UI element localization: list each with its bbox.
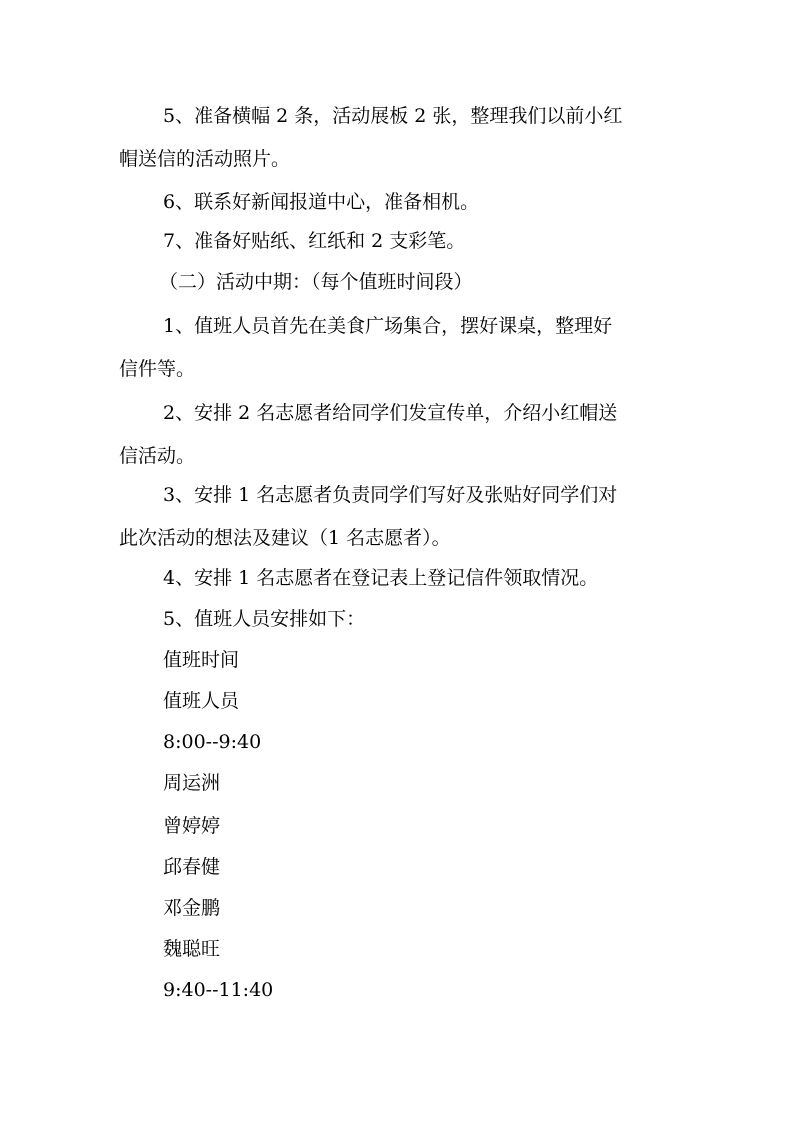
- paragraph-line: 此次活动的想法及建议（1 名志愿者）。: [119, 527, 451, 549]
- schedule-person: [163, 846, 679, 889]
- paragraph-prep-stickers: [163, 220, 679, 263]
- schedule-person: [163, 887, 679, 930]
- paragraph-gather: [119, 305, 679, 391]
- schedule-time-slot: [163, 721, 679, 764]
- section-heading-mid-phase: [159, 261, 719, 304]
- table-cell: 值班人员: [163, 690, 240, 712]
- table-cell: 周运洲: [163, 772, 221, 794]
- paragraph-line: 2、安排 2 名志愿者给同学们发宣传单，介绍小红帽送: [163, 402, 618, 424]
- paragraph-contact-news: [163, 181, 679, 224]
- schedule-time-slot: [163, 969, 679, 1012]
- paragraph-line: 信件等。: [119, 358, 196, 380]
- paragraph-register: [163, 557, 679, 600]
- paragraph-schedule-intro: [163, 598, 679, 641]
- table-cell: 9:40--11:40: [163, 979, 274, 1001]
- table-cell: 魏聪旺: [163, 938, 221, 960]
- paragraph-line: 5、准备横幅 2 条，活动展板 2 张，整理我们以前小红: [163, 105, 623, 127]
- paragraph-flyers: [119, 392, 679, 478]
- paragraph-line: 3、安排 1 名志愿者负责同学们写好及张贴好同学们对: [163, 484, 618, 506]
- schedule-header-time: [163, 639, 679, 682]
- schedule-person: [163, 762, 679, 805]
- paragraph-line: 5、值班人员安排如下：: [163, 608, 366, 630]
- section-heading: （二）活动中期：（每个值班时间段）: [159, 271, 473, 293]
- schedule-person: [163, 805, 679, 848]
- paragraph-prep-banners: [119, 95, 679, 181]
- table-cell: 曾婷婷: [163, 815, 221, 837]
- table-cell: 值班时间: [163, 649, 240, 671]
- table-cell: 邓金鹏: [163, 897, 221, 919]
- schedule-person: [163, 928, 679, 971]
- table-cell: 邱春健: [163, 856, 221, 878]
- table-cell: 8:00--9:40: [163, 731, 262, 753]
- paragraph-line: 4、安排 1 名志愿者在登记表上登记信件领取情况。: [163, 567, 599, 589]
- paragraph-line: 帽送信的活动照片。: [119, 148, 291, 170]
- paragraph-feedback: [119, 474, 679, 560]
- paragraph-line: 6、联系好新闻报道中心，准备相机。: [163, 191, 480, 213]
- paragraph-line: 7、准备好贴纸、红纸和 2 支彩笔。: [163, 230, 466, 252]
- schedule-header-staff: [163, 680, 679, 723]
- paragraph-line: 信活动。: [119, 445, 196, 467]
- paragraph-line: 1、值班人员首先在美食广场集合，摆好课桌，整理好: [163, 315, 613, 337]
